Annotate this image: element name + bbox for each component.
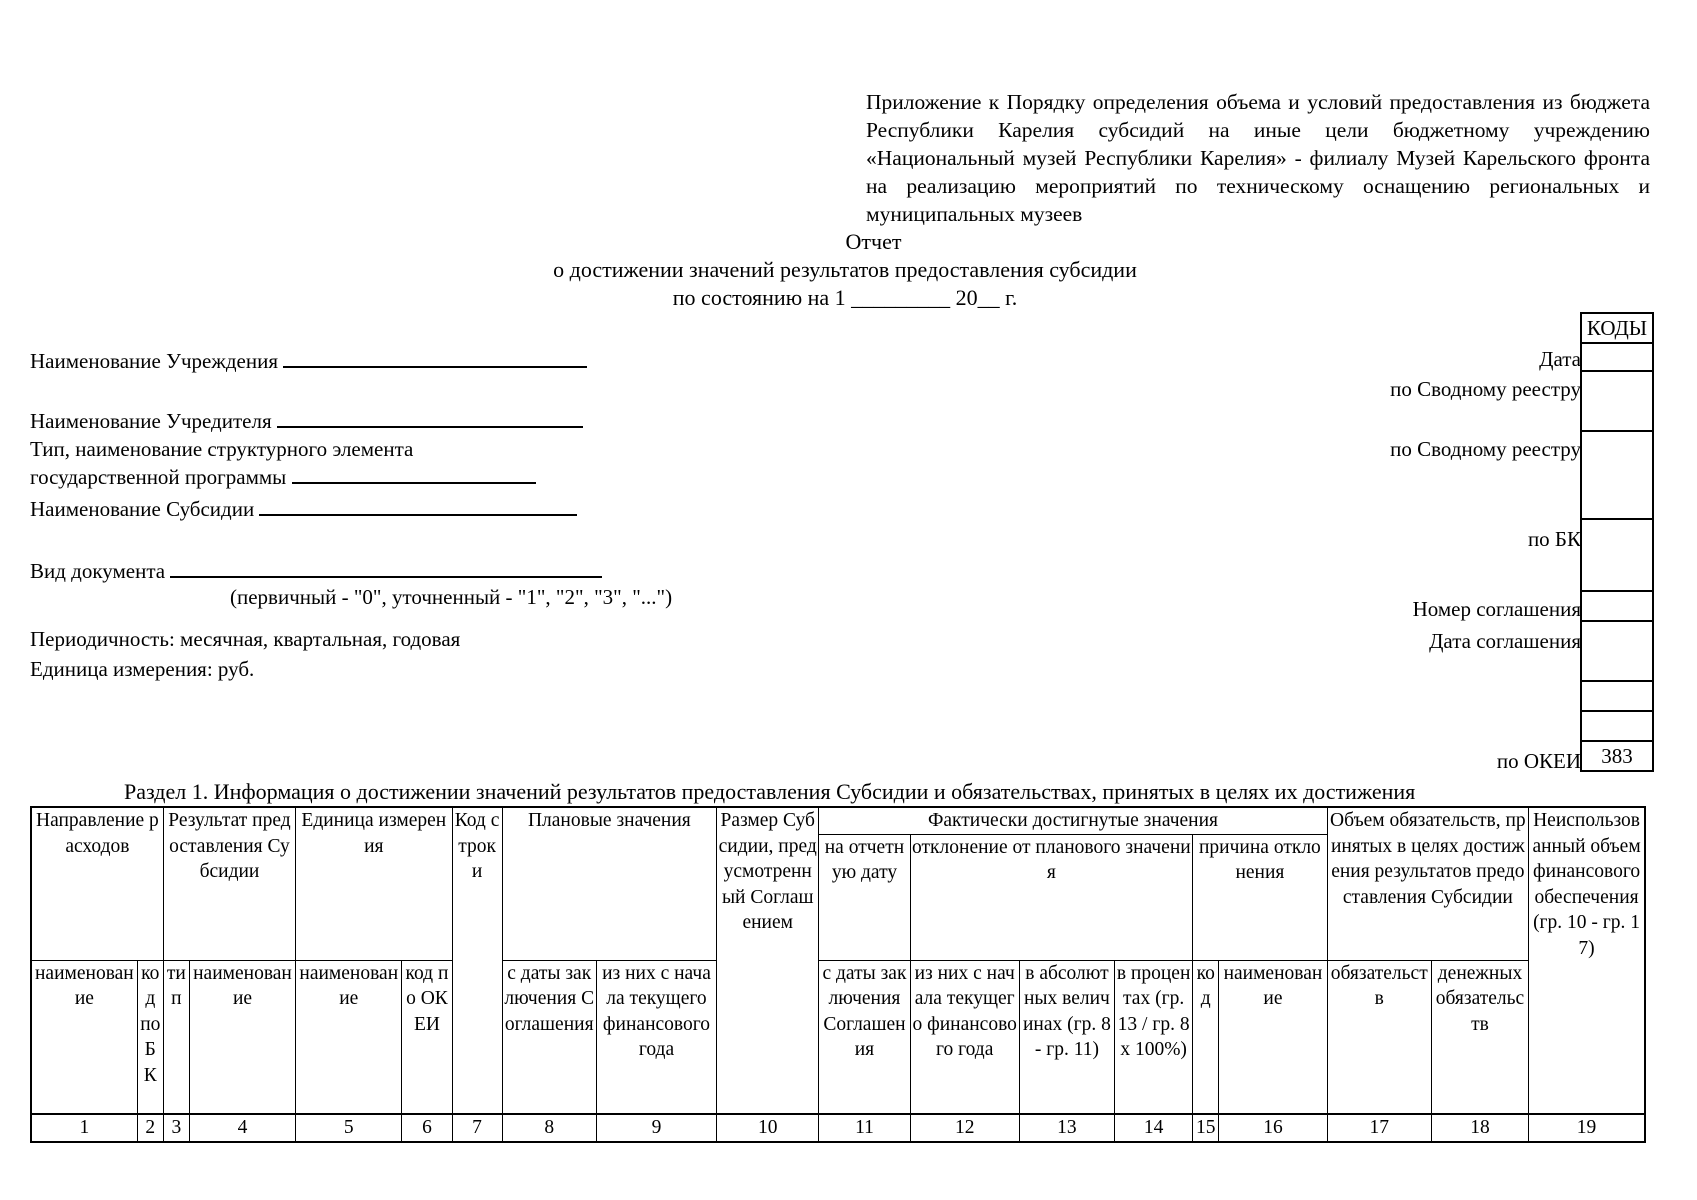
subsidy-field: [30, 494, 577, 522]
header-deviation: отклонение от планового значения: [910, 834, 1193, 960]
periodicity-text: Периодичность: месячная, квартальная, годовая: [30, 627, 461, 651]
codes-header: КОДЫ: [1581, 313, 1653, 343]
code-cell-registry-2[interactable]: [1581, 431, 1653, 519]
doc-type-hint: (первичный - "0", уточненный - "1", "2", "3", "..."): [230, 585, 673, 609]
sub-plan-from-agreement: с даты заключения Соглашения: [502, 960, 596, 1114]
doc-type-field: [30, 556, 602, 584]
section-title: Раздел 1. Информация о достижении значений результатов предоставления Субсидии и обязательствах, принятых в целях их достижения: [124, 779, 1416, 804]
col-number: 7: [452, 1114, 502, 1142]
header-unused: Неиспользованный объем финансового обеспечения (гр. 10 - гр. 17): [1529, 807, 1645, 1114]
code-label-agreement-date: Дата соглашения: [1429, 629, 1581, 653]
sub-deviation-absolute: в абсолютных величинах (гр. 8 - гр. 11): [1019, 960, 1114, 1114]
report-date-line: по состоянию на 1 _________ 20__ г.: [672, 285, 1018, 310]
sub-actual-from-year: из них с начала текущего финансового года: [910, 960, 1019, 1114]
header-result: Результат предоставления Субсидии: [163, 807, 295, 960]
unit-text: Единица измерения: руб.: [30, 657, 255, 681]
col-number: 12: [910, 1114, 1019, 1142]
code-cell-agreement-number[interactable]: [1581, 591, 1653, 621]
sub-actual-from-agreement: с даты заключения Соглашения: [819, 960, 910, 1114]
sub-obligations: обязательств: [1327, 960, 1431, 1114]
program-blank[interactable]: [292, 462, 536, 484]
founder-blank[interactable]: [277, 406, 583, 428]
code-label-date: Дата: [1539, 347, 1581, 371]
code-label-bk: по БК: [1527, 527, 1581, 551]
code-cell-date[interactable]: [1581, 343, 1653, 371]
col-number: 10: [717, 1114, 819, 1142]
sub-reason-code: код: [1193, 960, 1219, 1114]
col-number: 1: [31, 1114, 137, 1142]
header-reason: причина отклонения: [1193, 834, 1327, 960]
institution-label: Наименование Учреждения: [30, 349, 278, 373]
header-on-date: на отчетную дату: [819, 834, 910, 960]
col-number: 14: [1115, 1114, 1193, 1142]
founder-field: [30, 406, 583, 434]
col-number: 17: [1327, 1114, 1431, 1142]
results-table: [30, 806, 1646, 1143]
sub-deviation-percent: в процентах (гр. 13 / гр. 8 x 100%): [1115, 960, 1193, 1114]
code-cell-empty-2[interactable]: [1581, 711, 1653, 741]
sub-result-type: тип: [163, 960, 189, 1114]
col-number: 11: [819, 1114, 910, 1142]
subsidy-blank[interactable]: [259, 494, 577, 516]
sub-unit-name: наименование: [296, 960, 402, 1114]
sub-direction-name: наименование: [31, 960, 137, 1114]
code-label-registry-1: по Сводному реестру: [1390, 377, 1581, 401]
header-plan: Плановые значения: [502, 807, 717, 960]
col-number: 9: [596, 1114, 716, 1142]
header-actual: Фактически достигнутые значения: [819, 807, 1327, 834]
sub-unit-code: код по ОКЕИ: [402, 960, 452, 1114]
report-subtitle: о достижении значений результатов предоставления субсидии: [553, 257, 1137, 282]
col-number: 16: [1219, 1114, 1327, 1142]
sub-reason-name: наименование: [1219, 960, 1327, 1114]
program-label-line2: государственной программы: [30, 465, 287, 489]
col-number: 2: [137, 1114, 163, 1142]
header-row-code: Код строки: [452, 807, 502, 1114]
appendix-text: Приложение к Порядку определения объема и условий предоставления из бюджета Республики Карелия субсидий на иные цели бюджетному учреждению «Национальный музей Республики Карелия» - филиалу Музей Карельского фронта на реализацию мероприятий по техническому оснащению региональных и муниципальных музеев: [866, 90, 1650, 226]
program-label-line1: Тип, наименование структурного элемента: [30, 437, 414, 461]
sub-money-obligations: денежных обязательств: [1431, 960, 1528, 1114]
subsidy-label: Наименование Субсидии: [30, 497, 255, 521]
code-label-agreement-number: Номер соглашения: [1412, 597, 1581, 621]
col-number: 4: [189, 1114, 295, 1142]
codes-box: [1580, 312, 1654, 772]
header-obligations: Объем обязательств, принятых в целях достижения результатов предоставления Субсидии: [1327, 807, 1529, 960]
col-number: 6: [402, 1114, 452, 1142]
sub-result-name: наименование: [189, 960, 295, 1114]
program-field: [30, 436, 536, 490]
code-cell-bk[interactable]: [1581, 519, 1653, 591]
founder-label: Наименование Учредителя: [30, 409, 272, 433]
sub-plan-from-year: из них с начала текущего финансового года: [596, 960, 716, 1114]
sub-direction-code: код по БК: [137, 960, 163, 1114]
code-cell-registry-1[interactable]: [1581, 371, 1653, 431]
code-cell-agreement-date[interactable]: [1581, 621, 1653, 681]
col-number: 15: [1193, 1114, 1219, 1142]
col-number: 18: [1431, 1114, 1528, 1142]
col-number: 3: [163, 1114, 189, 1142]
doc-type-blank[interactable]: [170, 556, 602, 578]
code-label-okei: по ОКЕИ: [1496, 749, 1581, 773]
doc-type-label: Вид документа: [30, 559, 166, 583]
institution-field: [30, 346, 587, 374]
header-direction: Направление расходов: [31, 807, 163, 960]
report-title: Отчет: [845, 229, 902, 254]
header-subsidy-size: Размер Субсидии, предусмотренный Соглашением: [717, 807, 819, 1114]
code-label-registry-2: по Сводному реестру: [1390, 437, 1581, 461]
col-number: 8: [502, 1114, 596, 1142]
header-unit: Единица измерения: [296, 807, 452, 960]
code-cell-empty-1[interactable]: [1581, 681, 1653, 711]
institution-blank[interactable]: [283, 346, 587, 368]
col-number: 13: [1019, 1114, 1114, 1142]
col-number: 5: [296, 1114, 402, 1142]
col-number: 19: [1529, 1114, 1645, 1142]
code-cell-okei: 383: [1581, 741, 1653, 771]
